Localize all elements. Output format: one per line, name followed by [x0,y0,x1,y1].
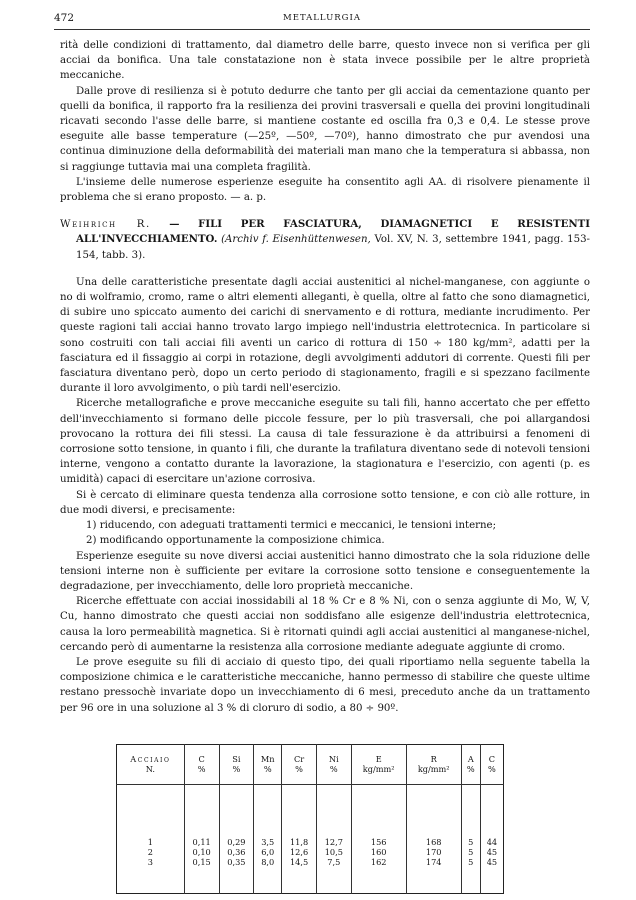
table-header-row [117,745,504,785]
page-number: 472 [54,12,75,24]
table-row: 2 0,10 0,36 6,0 12,6 10,5 160 170 5 45 [117,847,504,857]
abstract-source: (Archiv f. Eisenhüttenwesen, [221,234,371,246]
page-header [54,9,590,30]
abstract-author: Weihrich R. [60,219,151,231]
paragraph: L'insieme delle numerose esperienze eseguite ha consentito agli AA. di risolvere pienamente il problema che si erano proposto. — a. p. [60,176,590,204]
col-header: C % [480,745,503,785]
composition-table [116,744,504,894]
table-row: 3 0,15 0,35 8,0 14,5 7,5 162 174 5 45 [117,857,504,894]
article-body [60,38,590,716]
paragraph: Si è cercato di eliminare questa tendenza alla corrosione sotto tensione, e con ciò alle rotture, in due modi diversi, e precisamente: [60,489,590,516]
list-item: 2) modificando opportunamente la composizione chimica. [86,535,385,547]
col-header: Acciaio N. [117,745,185,785]
col-header: Cr % [282,745,317,785]
col-header: R kg/mm² [406,745,461,785]
col-header: Ni % [316,745,351,785]
table-row: 1 0,11 0,29 3,5 11,8 12,7 156 168 5 44 [117,837,504,847]
running-head: METALLURGIA [283,13,361,23]
col-header: Mn % [254,745,282,785]
paragraph: Una delle caratteristiche presentate dagli acciai austenitici al nichel-manganese, con aggiunte o no di wolframio, cromo, rame o altri elementi alleganti, è quella, oltre al fatto che sono diamagnetici, di subire uno spiccato aumento dei carichi di snervamento e di rottura, mediante incrudimento. Per queste ragioni tali acciai hanno trovato largo impiego nell'industria elettrotecnica. In particolare si sono costruiti con tali acciai fili aventi un carico di rottura di 150 ÷ 180 kg/mm², adatti per la fasciatura ed il fissaggio ai corpi in rotazione, degli avvolgimenti addutori di corrente. Questi fili per fasciatura diventano però, dopo un certo periodo di stagionamento, fragili e si spezzano facilmente durante il loro avvolgimento, o più tardi nell'esercizio. [60,276,590,395]
paragraph: rità delle condizioni di trattamento, dal diametro delle barre, questo invece non si verifica per gli acciai da bonifica. Una tale constatazione non è stata invece possibile per le altre proprietà meccaniche. [60,40,590,82]
abstract-heading [60,217,590,263]
paragraph: Esperienze eseguite su nove diversi acciai austenitici hanno dimostrato che la sola riduzione delle tensioni interne non è sufficiente per evitare la corrosione sotto tensione e conseguentemente la degradazione, per invecchiamento, delle loro proprietà meccaniche. [60,550,590,592]
col-header: Si % [219,745,254,785]
abstract-title: — FILI PER FASCIATURA, DIAMAGNETICI E RESISTENTI ALL'INVECCHIAMENTO. [76,218,591,246]
paragraph: Ricerche effettuate con acciai inossidabili al 18 % Cr e 8 % Ni, con o senza aggiunte di Mo, W, V, Cu, hanno dimostrato che questi acciai non soddisfano alle esigenze dell'industria elettrotecnica, causa la loro permeabilità magnetica. Si è ritornati quindi agli acciai austenitici al manganese-nichel, cercando però di aumentarne la resistenza alla corrosione mediante adeguate aggiunte di cromo. [60,596,590,653]
list-item: 1) riducendo, con adeguati trattamenti termici e meccanici, le tensioni interne; [86,520,497,532]
abstract-citation: Vol. XV, N. 3, settembre 1941, pagg. 153-154, tabb. 3). [76,234,590,261]
paragraph: Dalle prove di resilienza si è potuto dedurre che tanto per gli acciai da cementazione quanto per quelli da bonifica, il rapporto fra la resilienza dei provini trasversali e quella dei provini longitudinali ricavati secondo l'asse delle barre, si mantiene costante ed oscilla fra 0,3 e 0,4. Le stesse prove eseguite alle basse temperature (—25º, —50º, —70º), hanno dimostrato che pur avendosi una continua diminuzione della deformabilità dei materiali man mano che la temperatura si abbassa, non si raggiunge tuttavia mai una completa fragilità. [60,85,590,173]
col-header: C % [184,745,219,785]
paragraph: Le prove eseguite su fili di acciaio di questo tipo, dei quali riportiamo nella seguente tabella la composizione chimica e le caratteristiche meccaniche, hanno permesso di stabilire che queste ultime restano pressochè invariate dopo un invecchiamento di 6 mesi, preceduto anche da un trattamento per 96 ore in una soluzione al 3 % di cloruro di sodio, a 80 ÷ 90º. [60,656,590,714]
col-header: E kg/mm² [351,745,406,785]
paragraph: Ricerche metallografiche e prove meccaniche eseguite su tali fili, hanno accertato che per effetto dell'invecchiamento si formano delle piccole fessure, per lo più trasversali, che poi allargandosi provocano la rottura dei fili stessi. La causa di tale fessurazione è da attribuirsi a fenomeni di corrosione sotto tensione, in quanto i fili, che durante la trafilatura diventano sede di notevoli tensioni interne, vengono a contatto durante la lavorazione, la stagionatura e l'esercizio, con agenti (p. es umidità) capaci di esercitare un'azione corrosiva. [60,398,590,486]
table-spacer-row [117,785,504,838]
col-header: A % [461,745,480,785]
